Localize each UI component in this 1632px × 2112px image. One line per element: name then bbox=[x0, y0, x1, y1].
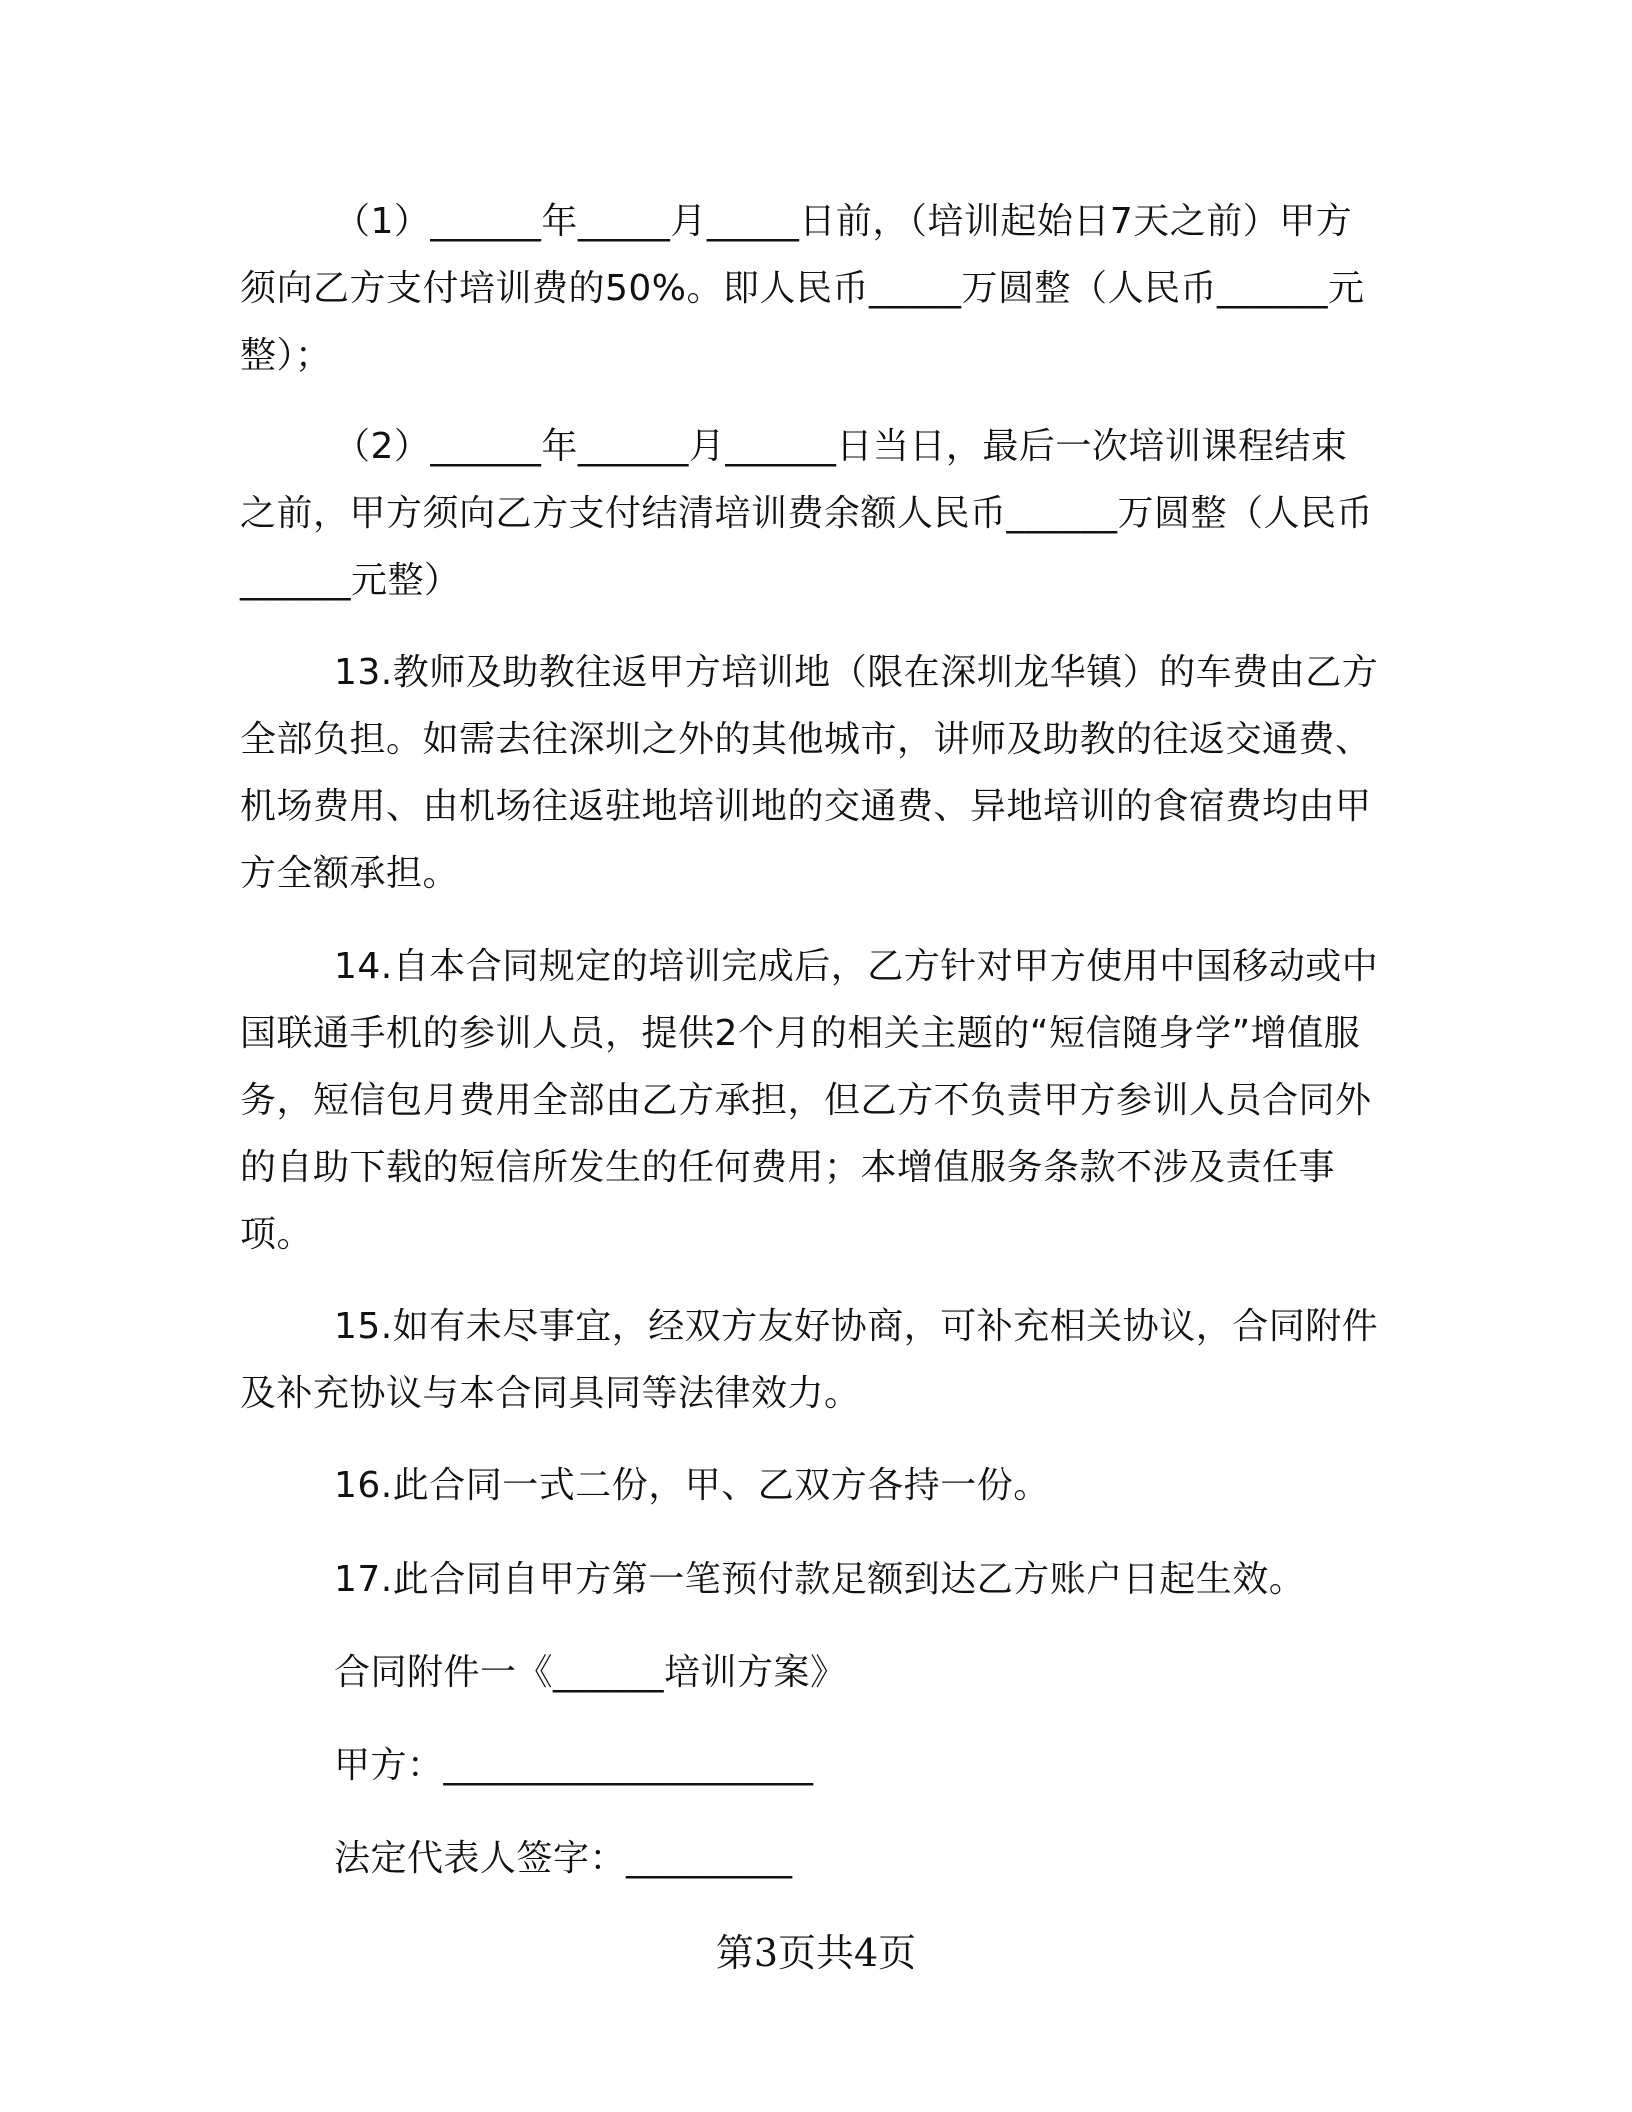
clause-16: 16.此合同一式二份，甲、乙双方各持一份。 bbox=[334, 1465, 1050, 1506]
clause-13: 13.教师及助教往返甲方培训地（限在深圳龙华镇）的车费由乙方全部负担。如需去往深圳之外的其他城市，讲师及助教的往返交通费、机场费用、由机场往返驻地培训地的交通费、异地培训的食宿费均由甲方全额承担。 bbox=[240, 652, 1379, 894]
clause-17: 17.此合同自甲方第一笔预付款足额到达乙方账户日起生效。 bbox=[334, 1559, 1306, 1600]
payment-clause-2: （2）______年______月______日当日，最后一次培训课程结束之前，甲方须向乙方支付结清培训费余额人民币______万圆整（人民币______元整） bbox=[240, 426, 1374, 601]
legal-rep-signature-line: 法定代表人签字：_________ bbox=[334, 1838, 793, 1879]
clause-15: 15.如有未尽事宜，经双方友好协商，可补充相关协议，合同附件及补充协议与本合同具同等法律效力。 bbox=[240, 1306, 1379, 1414]
clause-14: 14.自本合同规定的培训完成后，乙方针对甲方使用中国移动或中国联通手机的参训人员，提供2个月的相关主题的“短信随身学”增值服务，短信包月费用全部由乙方承担，但乙方不负责甲方参训人员合同外的自助下载的短信所发生的任何费用；本增值服务条款不涉及责任事项。 bbox=[240, 946, 1379, 1255]
party-a-line: 甲方：____________________ bbox=[334, 1745, 814, 1786]
page-number-footer: 第3页共4页 bbox=[715, 1931, 917, 1975]
payment-clause-1: （1）______年_____月_____日前，（培训起始日7天之前）甲方须向乙方支付培训费的50%。即人民币_____万圆整（人民币______元整）； bbox=[240, 201, 1365, 376]
document-body bbox=[240, 188, 1380, 1918]
attachment-line: 合同附件一《______培训方案》 bbox=[334, 1652, 847, 1693]
